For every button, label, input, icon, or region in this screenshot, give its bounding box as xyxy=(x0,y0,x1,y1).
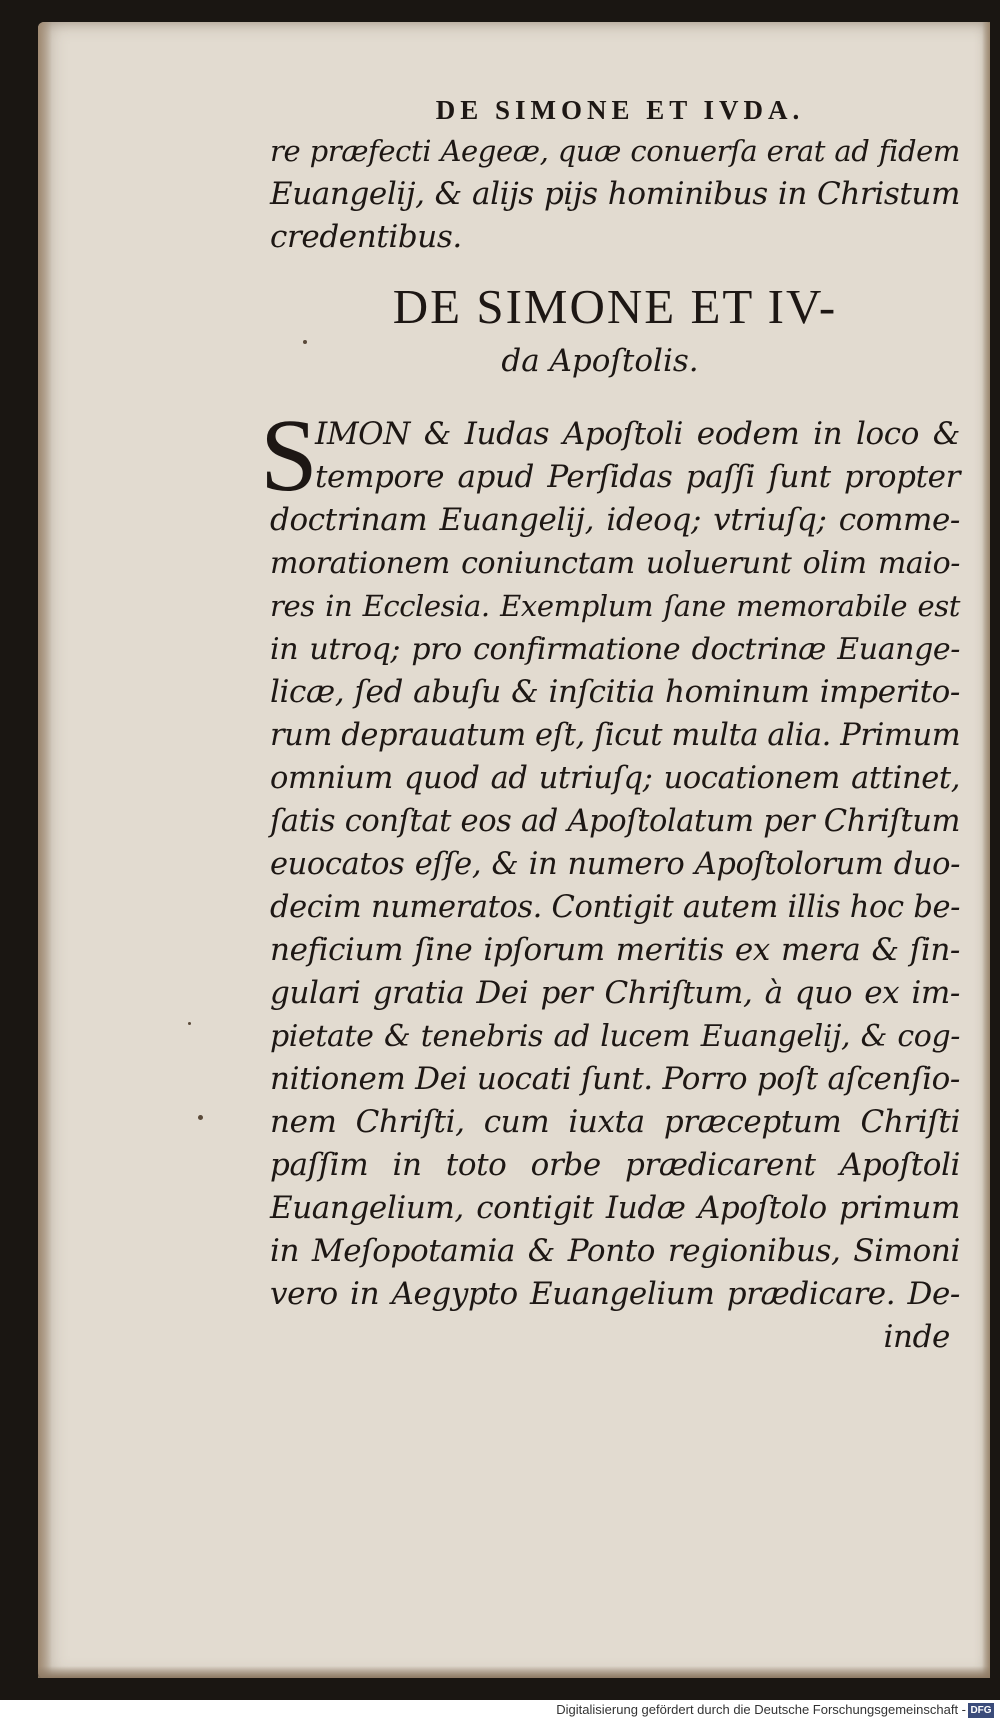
text-line: paſſim in toto orbe prædicarent Apoſtoli xyxy=(270,1147,960,1183)
text-line: gulari gratia Dei per Chriſtum, à quo ex im- xyxy=(270,975,960,1011)
chapter-subtitle: da Apoſtolis. xyxy=(501,343,699,379)
text-line: neficium ſine ipſorum meritis ex mera & ſin- xyxy=(270,932,960,968)
text-line: morationem coniunctam uoluerunt olim maio- xyxy=(270,546,960,581)
text-line: res in Ecclesia. Exemplum ſane memorabile est xyxy=(270,589,960,623)
continuation-text xyxy=(270,130,960,259)
paper-speck xyxy=(188,1022,191,1025)
text-line: Euangelij, & alijs pijs hominibus in Christum xyxy=(270,176,960,212)
text-line: licæ, ſed abuſu & inſcitia hominum imperito- xyxy=(270,674,960,710)
dfg-logo: DFG xyxy=(968,1703,994,1718)
text-line: doctrinam Euangelij, ideoq; vtriuſq; comme- xyxy=(270,502,960,538)
text-line: in Meſopotamia & Ponto regionibus, Simoni xyxy=(270,1233,960,1269)
text-line: credentibus. xyxy=(270,219,462,255)
catchword: inde xyxy=(883,1319,950,1355)
drop-cap: S xyxy=(260,398,318,513)
text-line: ſatis conſtat eos ad Apoſtolatum per Chriſtum xyxy=(270,804,960,839)
page-edge-shadow xyxy=(982,22,990,1678)
text-block xyxy=(260,95,961,1359)
text-line: rum deprauatum eſt, ſicut multa alia. Primum xyxy=(270,718,961,753)
funding-credit: Digitalisierung gefördert durch die Deutsche Forschungsgemeinschaft - xyxy=(556,1702,966,1717)
page-gutter-shadow xyxy=(38,22,52,1678)
text-line: tempore apud Perſidas paſſi ſunt propter xyxy=(315,459,960,495)
text-line: decim numeratos. Contigit autem illis hoc be- xyxy=(270,890,960,925)
footer-strip xyxy=(0,1700,1000,1725)
text-line: vero in Aegypto Euangelium prædicare. De- xyxy=(270,1276,960,1312)
text-line: pietate & tenebris ad lucem Euangelij, & cog- xyxy=(270,1019,960,1054)
paper-speck xyxy=(198,1115,203,1120)
text-line: nitionem Dei uocati ſunt. Porro poſt aſcenſio- xyxy=(270,1061,960,1097)
text-line: Euangelium, contigit Iudæ Apoſtolo primum xyxy=(270,1190,960,1226)
page-bottom-shadow xyxy=(38,1666,990,1678)
text-line: euocatos eſſe, & in numero Apoſtolorum duo- xyxy=(270,847,960,882)
text-line: in utroq; pro confirmatione doctrinæ Euange- xyxy=(270,632,960,667)
running-head: DE SIMONE ET IVDA. xyxy=(435,95,805,125)
chapter-title: DE SIMONE ET IV- xyxy=(392,279,838,334)
body-paragraph xyxy=(260,398,961,1359)
text-line: re præfecti Aegeæ, quæ conuerſa erat ad fidem xyxy=(270,134,960,168)
text-line: omnium quod ad utriuſq; uocationem attinet, xyxy=(270,761,960,796)
text-line: nem Chriſti, cum iuxta præceptum Chriſti xyxy=(270,1104,960,1140)
text-line: IMON & Iudas Apoſtoli eodem in loco & xyxy=(315,416,960,452)
